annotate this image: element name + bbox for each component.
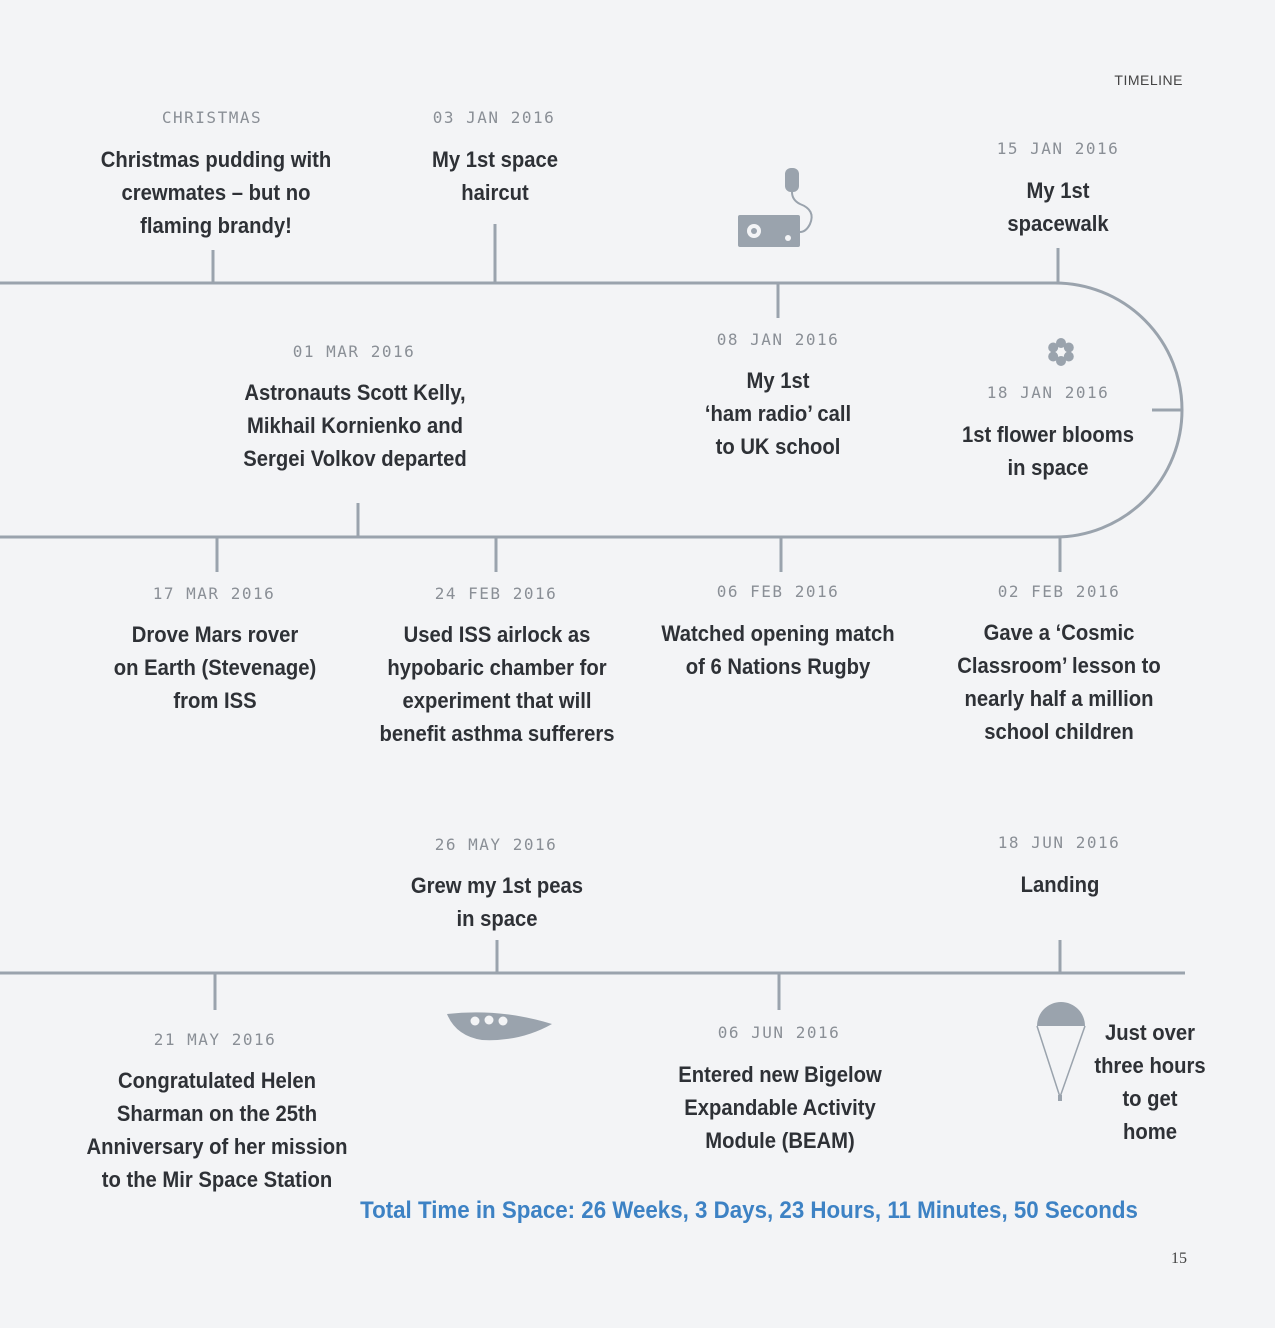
event-date-classroom: 02 FEB 2016 bbox=[997, 582, 1121, 601]
event-text-mars-rover: Drove Mars rover on Earth (Stevenage) from ISS bbox=[113, 622, 317, 713]
event-text-sharman: Congratulated Helen Sharman on the 25th Anniversary of her mission to the Mir Space Station bbox=[86, 1068, 348, 1192]
event-text-ham-radio: My 1st ‘ham radio’ call to UK school bbox=[704, 368, 852, 459]
event-text-peas: Grew my 1st peas in space bbox=[410, 873, 584, 931]
event-date-departed: 01 MAR 2016 bbox=[292, 342, 416, 361]
event-date-ham-radio: 08 JAN 2016 bbox=[716, 330, 840, 349]
event-text-christmas: Christmas pudding with crewmates – but no flaming brandy! bbox=[100, 147, 332, 238]
event-date-spacewalk: 15 JAN 2016 bbox=[996, 139, 1120, 158]
pea-pod-icon bbox=[447, 1012, 552, 1040]
event-date-landing: 18 JUN 2016 bbox=[997, 833, 1121, 852]
event-date-haircut: 03 JAN 2016 bbox=[432, 108, 556, 127]
event-text-flower: 1st flower blooms in space bbox=[961, 422, 1135, 480]
event-date-flower: 18 JAN 2016 bbox=[986, 383, 1110, 402]
event-date-beam: 06 JUN 2016 bbox=[717, 1023, 841, 1042]
event-date-rugby: 06 FEB 2016 bbox=[716, 582, 840, 601]
event-text-home: Just over three hours to get home bbox=[1094, 1020, 1206, 1144]
section-label: TIMELINE bbox=[1114, 72, 1183, 88]
page-number: 15 bbox=[1171, 1250, 1187, 1267]
event-date-sharman: 21 MAY 2016 bbox=[153, 1030, 277, 1049]
ham-radio-icon bbox=[738, 168, 812, 247]
total-time-in-space: Total Time in Space: 26 Weeks, 3 Days, 23 Hours, 11 Minutes, 50 Seconds bbox=[360, 1197, 1138, 1224]
timeline-track bbox=[0, 283, 1182, 537]
event-text-haircut: My 1st space haircut bbox=[431, 147, 559, 205]
event-date-mars-rover: 17 MAR 2016 bbox=[152, 584, 276, 603]
parachute-icon bbox=[1037, 1002, 1085, 1101]
event-text-spacewalk: My 1st spacewalk bbox=[1007, 178, 1109, 236]
event-date-peas: 26 MAY 2016 bbox=[434, 835, 558, 854]
event-text-classroom: Gave a ‘Cosmic Classroom’ lesson to nearly half a million school children bbox=[957, 620, 1161, 744]
event-date-airlock: 24 FEB 2016 bbox=[434, 584, 558, 603]
event-text-airlock: Used ISS airlock as hypobaric chamber for experiment that will benefit asthma sufferers bbox=[379, 622, 615, 746]
event-text-landing: Landing bbox=[1020, 872, 1100, 897]
flower-icon bbox=[1048, 338, 1074, 366]
event-text-rugby: Watched opening match of 6 Nations Rugby bbox=[661, 621, 895, 679]
event-date-christmas: CHRISTMAS bbox=[161, 108, 263, 127]
event-text-departed: Astronauts Scott Kelly, Mikhail Kornienko and Sergei Volkov departed bbox=[243, 380, 467, 471]
event-text-beam: Entered new Bigelow Expandable Activity Module (BEAM) bbox=[678, 1062, 882, 1153]
